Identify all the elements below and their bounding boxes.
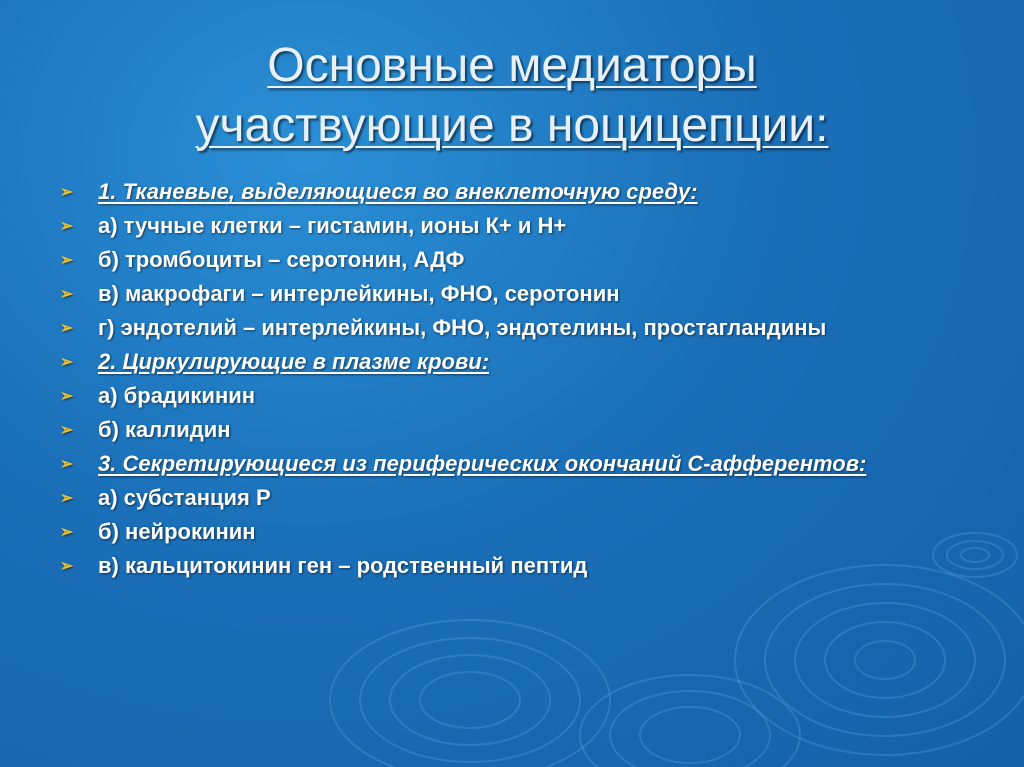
arrow-bullet-icon: ➢ xyxy=(60,252,74,269)
mediator-list xyxy=(60,180,940,588)
list-section-heading xyxy=(60,350,940,373)
list-item xyxy=(60,554,940,577)
list-item-text: 3. Секретирующиеся из периферических окончаний С-афферентов: xyxy=(98,451,867,476)
list-section-heading xyxy=(60,452,940,475)
list-item xyxy=(60,214,940,237)
arrow-bullet-icon: ➢ xyxy=(60,524,74,541)
list-item xyxy=(60,520,940,543)
list-item-text: б) каллидин xyxy=(98,417,231,442)
list-item-text: б) нейрокинин xyxy=(98,519,256,544)
arrow-bullet-icon: ➢ xyxy=(60,286,74,303)
slide-title-line2: участвующие в ноцицепции: xyxy=(195,99,829,152)
list-item-text: б) тромбоциты – серотонин, АДФ xyxy=(98,247,465,272)
list-section-heading xyxy=(60,180,940,203)
arrow-bullet-icon: ➢ xyxy=(60,422,74,439)
slide-title xyxy=(60,36,964,156)
list-item-text: 2. Циркулирующие в плазме крови: xyxy=(98,349,490,374)
arrow-bullet-icon: ➢ xyxy=(60,388,74,405)
list-item xyxy=(60,418,940,441)
list-item xyxy=(60,486,940,509)
list-item-text: в) кальцитокинин ген – родственный пептид xyxy=(98,553,588,578)
slide-title-line1: Основные медиаторы xyxy=(267,39,757,92)
list-item-text: а) брадикинин xyxy=(98,383,256,408)
arrow-bullet-icon: ➢ xyxy=(60,320,74,337)
arrow-bullet-icon: ➢ xyxy=(60,490,74,507)
list-item xyxy=(60,316,940,339)
arrow-bullet-icon: ➢ xyxy=(60,218,74,235)
arrow-bullet-icon: ➢ xyxy=(60,184,74,201)
list-item-text: а) субстанция Р xyxy=(98,485,271,510)
list-item-text: г) эндотелий – интерлейкины, ФНО, эндотелины, простагландины xyxy=(98,315,827,340)
list-item xyxy=(60,282,940,305)
list-item-text: 1. Тканевые, выделяющиеся во внеклеточную среду: xyxy=(98,179,698,204)
list-item xyxy=(60,248,940,271)
list-item xyxy=(60,384,940,407)
arrow-bullet-icon: ➢ xyxy=(60,558,74,575)
list-item-text: а) тучные клетки – гистамин, ионы К+ и Н+ xyxy=(98,213,567,238)
list-item-text: в) макрофаги – интерлейкины, ФНО, серотонин xyxy=(98,281,620,306)
arrow-bullet-icon: ➢ xyxy=(60,354,74,371)
arrow-bullet-icon: ➢ xyxy=(60,456,74,473)
